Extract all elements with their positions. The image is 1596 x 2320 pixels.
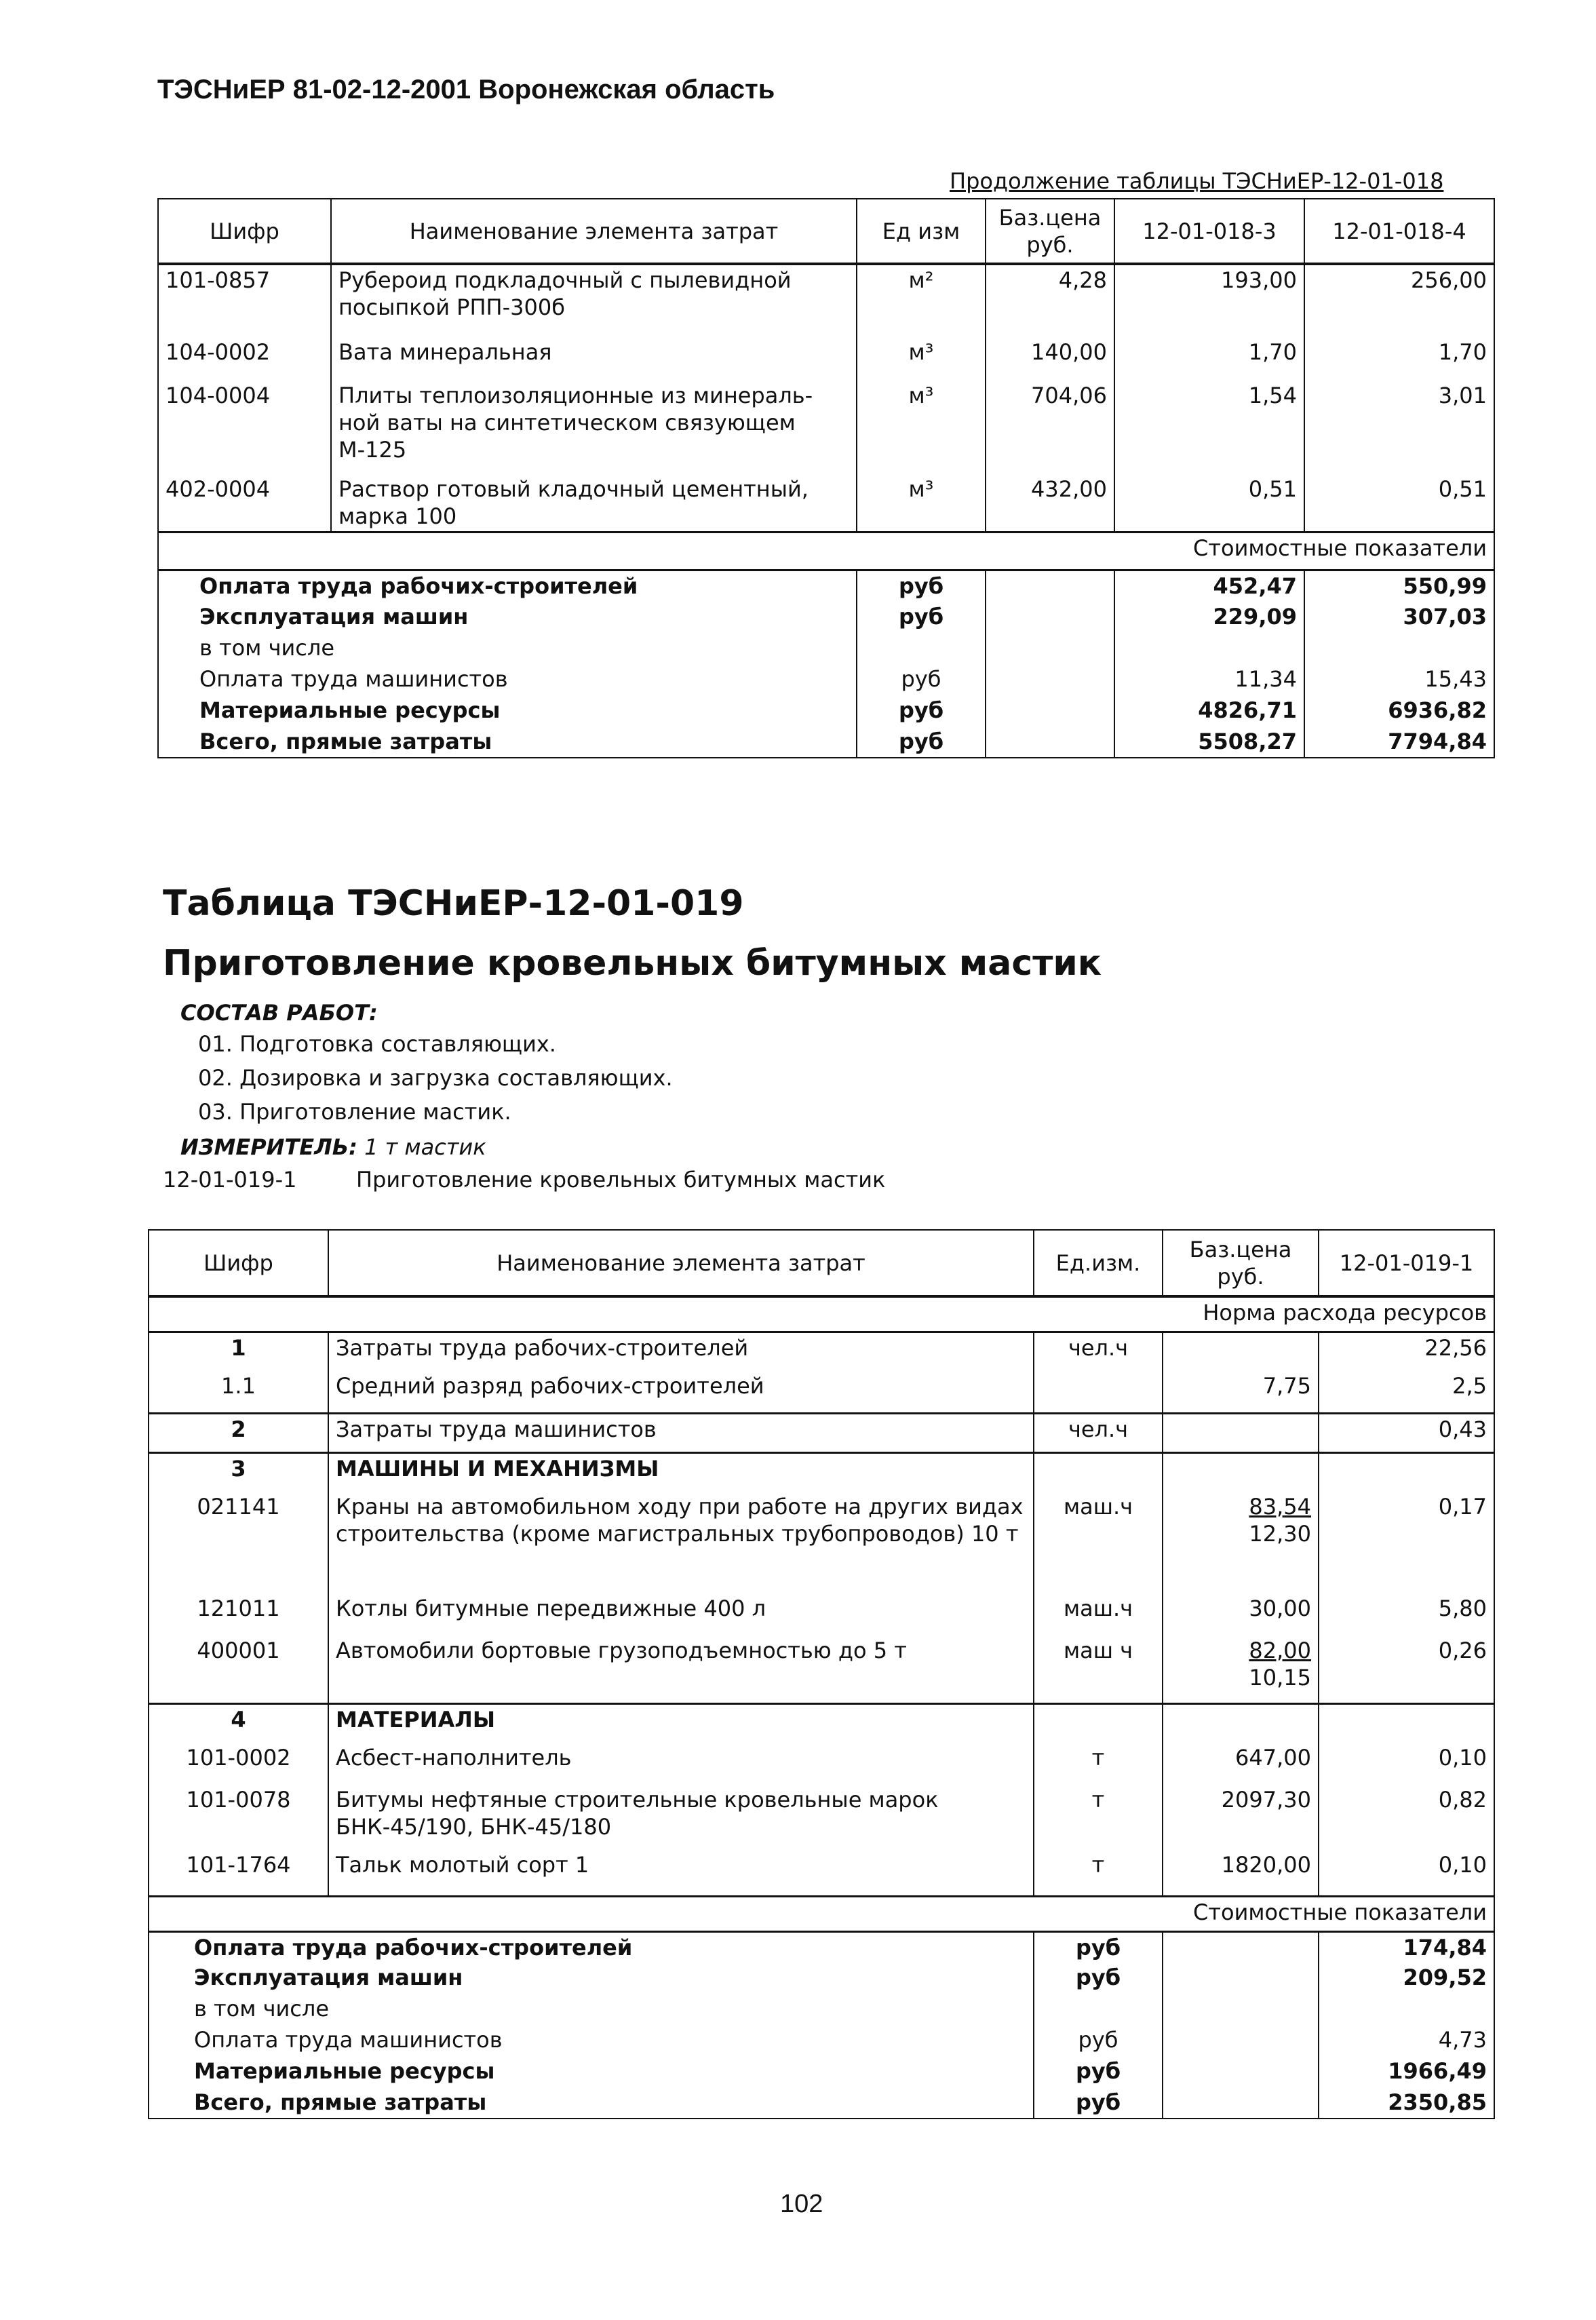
table-row	[158, 474, 1494, 533]
spacer	[149, 1296, 328, 1332]
base-price	[1163, 1636, 1319, 1703]
summary-value-018-4: 6936,82	[1304, 695, 1494, 727]
cost-section-label: Стоимостные показатели	[328, 1896, 1494, 1931]
empty-cell	[986, 633, 1114, 664]
norm-value: 22,56	[1319, 1332, 1494, 1371]
unit: маш.ч	[1034, 1492, 1163, 1593]
summary-value-018-3: 11,34	[1114, 664, 1304, 695]
empty-cell	[1163, 1963, 1319, 1994]
unit: маш ч	[1034, 1636, 1163, 1703]
summary-row	[158, 727, 1494, 758]
summary-unit: руб	[1034, 1963, 1163, 1994]
resource-code: 021141	[197, 1494, 280, 1520]
summary-value-018-3: 4826,71	[1114, 695, 1304, 727]
base-price: 140,00	[986, 337, 1114, 381]
resource-name: Автомобили бортовые грузоподъемностью до 5 т	[328, 1636, 1034, 1703]
summary-value-018-3: 5508,27	[1114, 727, 1304, 758]
resource-code: 101-1764	[186, 1852, 291, 1878]
empty-cell	[986, 727, 1114, 758]
column-header: 12-01-019-1	[1319, 1230, 1494, 1296]
value-018-3: 0,51	[1114, 474, 1304, 533]
column-header: 12-01-018-3	[1114, 199, 1304, 264]
base-price	[1163, 1371, 1319, 1413]
empty-cell	[1163, 2056, 1319, 2087]
base-price-value: 1820,00	[1221, 1852, 1311, 1878]
table-row	[149, 1850, 1494, 1896]
summary-row	[158, 571, 1494, 602]
unit: м³	[857, 337, 986, 381]
measure-value: 1 т мастик	[364, 1134, 486, 1160]
base-price	[1163, 1743, 1319, 1785]
base-price	[1163, 1593, 1319, 1636]
unit: т	[1034, 1850, 1163, 1896]
summary-row	[158, 633, 1494, 664]
summary-label: в том числе	[194, 1996, 329, 2022]
summary-label: в том числе	[199, 634, 334, 661]
summary-unit: руб	[857, 664, 986, 695]
unit	[1034, 1703, 1163, 1743]
resource-name: Краны на автомобильном ходу при работе на других видах строительства (кроме магистральных трубопроводов) 10 т	[328, 1492, 1034, 1593]
resource-code: 1.1	[221, 1373, 256, 1399]
unit: маш.ч	[1034, 1593, 1163, 1636]
base-price: 4,28	[986, 264, 1114, 337]
norm-value	[1319, 1452, 1494, 1492]
column-header: Наименование элемента затрат	[331, 199, 857, 264]
table-row	[149, 1636, 1494, 1703]
unit: чел.ч	[1034, 1332, 1163, 1371]
resource-code: 3	[149, 1452, 328, 1492]
cost-section-row	[158, 533, 1494, 571]
work-step: 03. Приготовление мастик.	[198, 1099, 511, 1125]
norm-value: 0,43	[1319, 1413, 1494, 1452]
summary-unit: руб	[1034, 2056, 1163, 2087]
norm-code-line	[163, 1167, 885, 1193]
summary-value-018-4: 7794,84	[1304, 727, 1494, 758]
value-018-4: 0,51	[1304, 474, 1494, 533]
base-price	[1163, 1850, 1319, 1896]
resource-name: Тальк молотый сорт 1	[328, 1850, 1034, 1896]
table-header-row	[149, 1230, 1494, 1296]
composition-label: СОСТАВ РАБОТ:	[180, 1000, 378, 1026]
summary-unit: руб	[857, 695, 986, 727]
value-018-4: 256,00	[1304, 264, 1494, 337]
base-price-machinist: 10,15	[1249, 1665, 1311, 1690]
empty-cell	[1163, 2025, 1319, 2056]
summary-label: Эксплуатация машин	[194, 1965, 463, 1990]
resource-code: 101-0002	[186, 1745, 291, 1771]
summary-row	[158, 602, 1494, 633]
base-price	[1163, 1332, 1319, 1371]
summary-row	[149, 1994, 1494, 2025]
summary-row	[158, 695, 1494, 727]
value-018-3: 1,70	[1114, 337, 1304, 381]
unit: м³	[857, 474, 986, 533]
resource-code: 101-0857	[166, 267, 271, 293]
value-018-4: 1,70	[1304, 337, 1494, 381]
base-price-value: 7,75	[1262, 1373, 1311, 1399]
norm-value: 0,82	[1319, 1785, 1494, 1850]
summary-label: Всего, прямые затраты	[199, 728, 492, 754]
summary-row	[158, 664, 1494, 695]
summary-unit: руб	[1034, 1931, 1163, 1963]
summary-label: Материальные ресурсы	[199, 697, 501, 723]
summary-label: Оплата труда рабочих-строителей	[158, 571, 857, 602]
resource-code: 402-0004	[166, 476, 271, 502]
table-row	[149, 1743, 1494, 1785]
value-018-3: 193,00	[1114, 264, 1304, 337]
summary-unit: руб	[857, 602, 986, 633]
cost-section-row	[149, 1896, 1494, 1931]
norm-value: 2,5	[1319, 1371, 1494, 1413]
resource-code: 121011	[197, 1596, 280, 1621]
value-018-3: 1,54	[1114, 381, 1304, 474]
resource-name: Рубероид подкладочный с пылевидной посыпкой РПП-300б	[331, 264, 857, 337]
resource-name: Средний разряд рабочих-строителей	[328, 1371, 1034, 1413]
base-price-value: 83,54	[1249, 1494, 1311, 1520]
resource-name: Вата минеральная	[331, 337, 857, 381]
resource-name: Затраты труда машинистов	[328, 1413, 1034, 1452]
summary-value-018-3: 452,47	[1114, 571, 1304, 602]
norm-section-row	[149, 1296, 1494, 1332]
summary-value: 174,84	[1319, 1931, 1494, 1963]
table-title: Таблица ТЭСНиЕР-12-01-019	[163, 883, 744, 924]
resource-name: МАШИНЫ И МЕХАНИЗМЫ	[328, 1452, 1034, 1492]
summary-label: Оплата труда машинистов	[199, 665, 508, 692]
base-price	[1163, 1413, 1319, 1452]
base-price: 432,00	[986, 474, 1114, 533]
summary-unit	[857, 633, 986, 664]
table-12-01-019	[148, 1229, 1495, 2119]
measure-line	[180, 1134, 486, 1160]
page-header: ТЭСНиЕР 81-02-12-2001 Воронежская область	[157, 75, 775, 104]
norm-value: 5,80	[1319, 1593, 1494, 1636]
summary-value-018-3: 229,09	[1114, 602, 1304, 633]
unit: т	[1034, 1785, 1163, 1850]
summary-value-018-4	[1304, 633, 1494, 664]
summary-label: Всего, прямые затраты	[194, 2089, 487, 2115]
unit: м³	[857, 381, 986, 474]
summary-value	[1319, 1994, 1494, 2025]
summary-row	[149, 1931, 1494, 1963]
column-header: Наименование элемента затрат	[328, 1230, 1034, 1296]
base-price-value: 2097,30	[1221, 1787, 1311, 1813]
summary-label: Оплата труда машинистов	[194, 2027, 503, 2053]
column-header: Ед.изм.	[1034, 1230, 1163, 1296]
measure-label: ИЗМЕРИТЕЛЬ:	[180, 1134, 357, 1160]
column-header: 12-01-018-4	[1304, 199, 1494, 264]
summary-value-018-3	[1114, 633, 1304, 664]
table-row	[149, 1371, 1494, 1413]
summary-value: 1966,49	[1319, 2056, 1494, 2087]
unit: м²	[857, 264, 986, 337]
section-row	[149, 1703, 1494, 1743]
base-price	[1163, 1703, 1319, 1743]
empty-cell	[1163, 1994, 1319, 2025]
resource-code: 400001	[197, 1638, 280, 1663]
empty-cell	[986, 571, 1114, 602]
summary-value-018-4: 15,43	[1304, 664, 1494, 695]
base-price-value: 30,00	[1249, 1596, 1311, 1621]
summary-unit: руб	[1034, 2025, 1163, 2056]
norm-code: 12-01-019-1	[163, 1167, 297, 1193]
unit: чел.ч	[1034, 1413, 1163, 1452]
unit	[1034, 1452, 1163, 1492]
unit: т	[1034, 1743, 1163, 1785]
empty-cell	[986, 664, 1114, 695]
spacer	[149, 1896, 328, 1931]
resource-name: Асбест-наполнитель	[328, 1743, 1034, 1785]
work-step: 02. Дозировка и загрузка составляющих.	[198, 1065, 673, 1091]
section-row	[149, 1332, 1494, 1371]
empty-cell	[1163, 2087, 1319, 2119]
resource-code: 101-0078	[186, 1787, 291, 1813]
resource-name: МАТЕРИАЛЫ	[328, 1703, 1034, 1743]
work-step: 01. Подготовка составляющих.	[198, 1031, 556, 1057]
base-price	[1163, 1785, 1319, 1850]
summary-row	[149, 1963, 1494, 1994]
base-price	[1163, 1452, 1319, 1492]
summary-value-018-4: 307,03	[1304, 602, 1494, 633]
table-row	[158, 381, 1494, 474]
section-row	[149, 1413, 1494, 1452]
summary-unit: руб	[857, 727, 986, 758]
resource-code: 104-0002	[166, 339, 271, 365]
table-header-row	[158, 199, 1494, 264]
resource-name: Котлы битумные передвижные 400 л	[328, 1593, 1034, 1636]
table-subtitle: Приготовление кровельных битумных мастик	[163, 943, 1102, 984]
column-header: Ед изм	[857, 199, 986, 264]
unit	[1034, 1371, 1163, 1413]
continuation-caption: Продолжение таблицы ТЭСНиЕР-12-01-018	[950, 168, 1444, 194]
table-row	[149, 1593, 1494, 1636]
norm-section-label: Норма расхода ресурсов	[1203, 1300, 1487, 1326]
resource-name: Раствор готовый кладочный цементный, марка 100	[331, 474, 857, 533]
value-018-4: 3,01	[1304, 381, 1494, 474]
summary-label: Эксплуатация машин	[199, 603, 469, 630]
summary-value-018-4: 550,99	[1304, 571, 1494, 602]
base-price: 704,06	[986, 381, 1114, 474]
section-row	[149, 1452, 1494, 1492]
resource-name: Битумы нефтяные строительные кровельные марок БНК-45/190, БНК-45/180	[328, 1785, 1034, 1850]
summary-label: Материальные ресурсы	[194, 2058, 495, 2084]
spacer	[158, 533, 331, 571]
summary-value: 209,52	[1319, 1963, 1494, 1994]
cost-section-label: Стоимостные показатели	[331, 533, 1494, 571]
summary-unit	[1034, 1994, 1163, 2025]
empty-cell	[986, 695, 1114, 727]
column-header: Шифр	[149, 1230, 328, 1296]
table-12-01-018-continued	[157, 198, 1495, 758]
page-number: 102	[780, 2190, 823, 2218]
resource-code: 4	[149, 1703, 328, 1743]
base-price-value: 647,00	[1235, 1745, 1311, 1771]
norm-value: 0,26	[1319, 1636, 1494, 1703]
summary-unit: руб	[857, 571, 986, 602]
summary-row	[149, 2056, 1494, 2087]
summary-value: 4,73	[1319, 2025, 1494, 2056]
summary-row	[149, 2087, 1494, 2119]
resource-name: Плиты теплоизоляционные из минераль-ной ваты на синтетическом связующем М-125	[331, 381, 857, 474]
summary-label: Оплата труда рабочих-строителей	[149, 1931, 1034, 1963]
summary-row	[149, 2025, 1494, 2056]
summary-value: 2350,85	[1319, 2087, 1494, 2119]
empty-cell	[1163, 1931, 1319, 1963]
base-price-value: 82,00	[1249, 1638, 1311, 1663]
base-price-machinist: 12,30	[1249, 1521, 1311, 1547]
base-price	[1163, 1492, 1319, 1593]
empty-cell	[986, 602, 1114, 633]
column-header: Баз.цена руб.	[1163, 1230, 1319, 1296]
norm-value: 0,10	[1319, 1850, 1494, 1896]
column-header: Баз.цена руб.	[986, 199, 1114, 264]
norm-value	[1319, 1703, 1494, 1743]
resource-code: 1	[149, 1332, 328, 1371]
resource-name: Затраты труда рабочих-строителей	[328, 1332, 1034, 1371]
resource-code: 2	[149, 1413, 328, 1452]
norm-value: 0,17	[1319, 1492, 1494, 1593]
norm-code-description: Приготовление кровельных битумных мастик	[356, 1167, 886, 1193]
table-row	[149, 1492, 1494, 1593]
table-row	[158, 264, 1494, 337]
resource-code: 104-0004	[166, 383, 271, 408]
summary-unit: руб	[1034, 2087, 1163, 2119]
table-row	[158, 337, 1494, 381]
norm-value: 0,10	[1319, 1743, 1494, 1785]
column-header: Шифр	[158, 199, 331, 264]
table-row	[149, 1785, 1494, 1850]
